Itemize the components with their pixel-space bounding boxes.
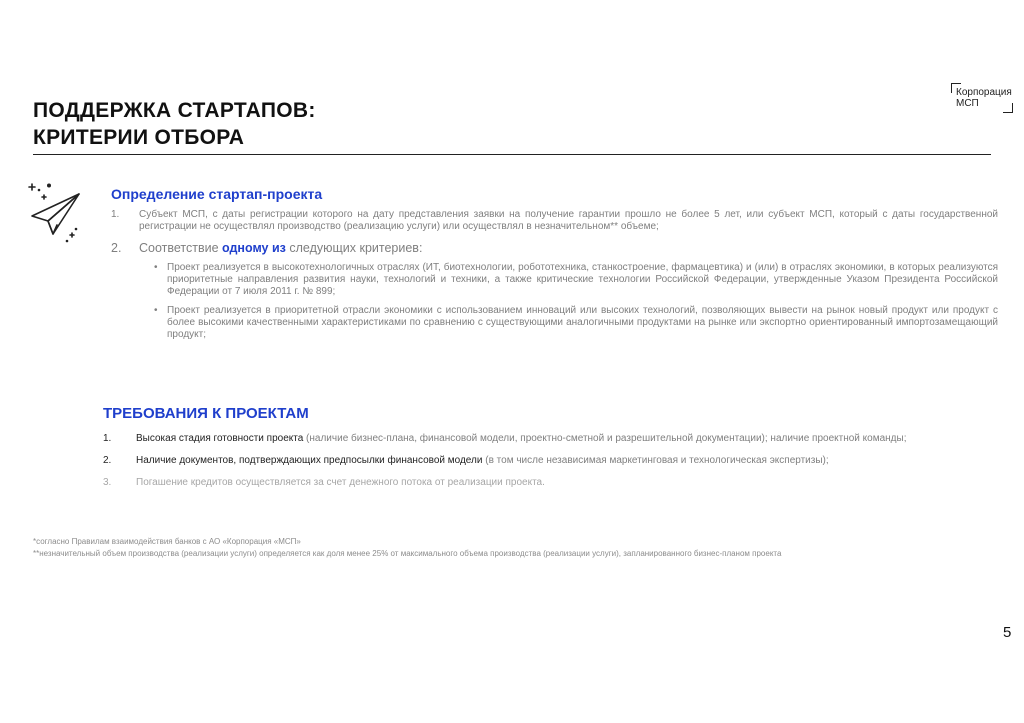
corporation-logo <box>951 83 1013 113</box>
title-divider <box>33 154 991 155</box>
list-number: 3. <box>103 477 112 488</box>
list-number: 2. <box>103 455 112 466</box>
logo-line-2: МСП <box>956 98 979 109</box>
requirement-lead: Высокая стадия готовности проекта <box>136 433 304 444</box>
criteria-bullets <box>139 262 998 341</box>
requirement-detail: (наличие бизнес-плана, финансовой модели, проектно-сметной и разрешительной документации); наличие проектной команды; <box>303 433 907 444</box>
requirement-item <box>103 455 998 467</box>
criteria-bullet <box>151 262 998 298</box>
criteria-intro-post: следующих критериев: <box>285 241 423 255</box>
criteria-intro-accent: одному из <box>222 241 286 255</box>
requirements-list <box>103 433 998 499</box>
criteria-intro-pre: Соответствие <box>139 241 223 255</box>
requirement-item <box>103 477 998 489</box>
requirement-detail: (в том числе независимая маркетинговая и технологическая экспертизы); <box>482 455 829 466</box>
page-number: 5 <box>1003 624 1012 641</box>
footnotes <box>33 536 1023 560</box>
requirement-item <box>103 433 998 445</box>
definition-list <box>111 209 998 348</box>
definition-heading: Определение стартап-проекта <box>111 186 323 202</box>
definition-item-2 <box>111 241 998 341</box>
list-number: 1. <box>103 433 112 444</box>
logo-bracket-bottom-right <box>1003 103 1013 113</box>
footnote-2: **незначительный объем производства (реализации услуги) определяется как доля менее 25% от максимального объема производства (реализации услуги), запланированного бизнес-планом проекта <box>33 549 782 558</box>
criteria-bullet <box>151 305 998 341</box>
requirement-lead: Наличие документов, подтверждающих предпосылки финансовой модели <box>136 455 483 466</box>
criteria-bullet-text: Проект реализуется в высокотехнологичных отраслях (ИТ, биотехнологии, робототехника, станкостроение, фармацевтика) и (или) в отраслях экономики, в которых реализуются приоритетные направления развития науки, технологий и техники, а также критические технологии Российской Федерации, утвержденные Указом Президента Российской Федерации от 7 июля 2011 г. № 899; <box>167 262 998 297</box>
logo-line-1: Корпорация <box>956 87 1012 98</box>
bullet-glyph: • <box>154 305 158 316</box>
bullet-glyph: • <box>154 262 158 273</box>
title-line-1: ПОДДЕРЖКА СТАРТАПОВ: <box>33 99 316 122</box>
title-line-2: КРИТЕРИИ ОТБОРА <box>33 126 245 149</box>
definition-item-1-text: Субъект МСП, с даты регистрации которого на дату представления заявки на получение гарантии прошло не более 5 лет, или субъект МСП, который с даты государственной регистрации не осуществлял производство (реализацию услуги) или осуществлял в незначительном** объеме; <box>139 209 998 232</box>
requirements-heading: ТРЕБОВАНИЯ К ПРОЕКТАМ <box>103 405 309 422</box>
list-number: 1. <box>111 209 120 220</box>
page-title <box>33 97 316 151</box>
requirement-detail: Погашение кредитов осуществляется за счет денежного потока от реализации проекта. <box>136 477 545 488</box>
definition-item-1 <box>111 209 998 233</box>
list-number: 2. <box>111 241 122 255</box>
footnote-1: *согласно Правилам взаимодействия банков с АО «Корпорация «МСП» <box>33 537 301 546</box>
criteria-bullet-text: Проект реализуется в приоритетной отрасли экономики с использованием инноваций или высоких технологий, позволяющих вывести на рынок новый продукт или продукт с более высокими качественными характеристиками по сравнению с существующими аналогичными продуктами на рынке или экспортно ориентированный импортозамещающий продукт; <box>167 305 998 340</box>
paper-plane-icon <box>27 183 83 243</box>
